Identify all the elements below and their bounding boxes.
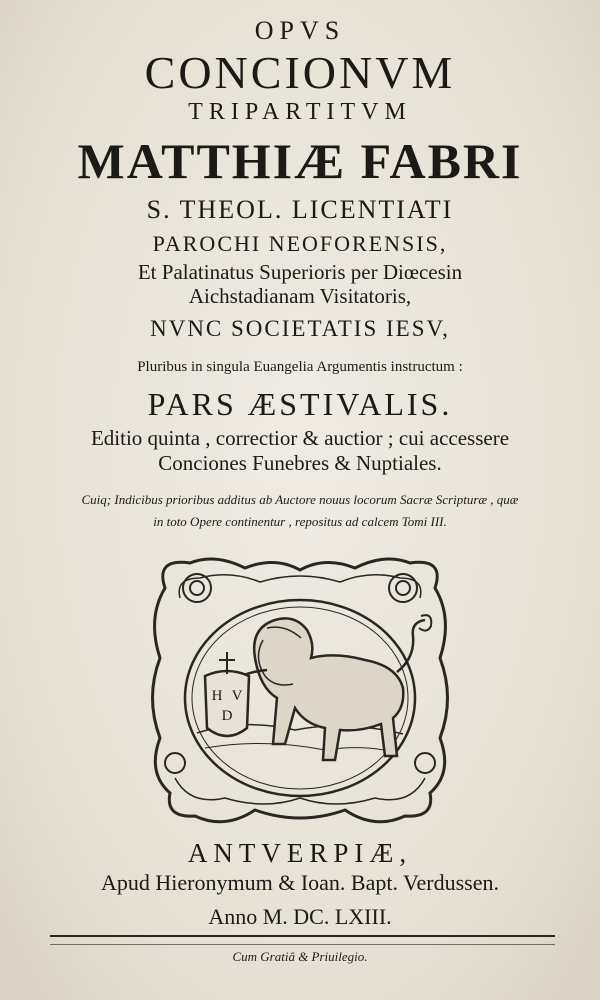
- society-line: NVNC SOCIETATIS IESV,: [150, 316, 450, 341]
- author-name: MATTHIÆ FABRI: [77, 133, 523, 189]
- index-note-line-2: in toto Opere continentur , repositus ad calcem Tomi III.: [153, 514, 447, 529]
- printers-device-lion-woodcut: [135, 548, 465, 830]
- author-degree: S. THEOL. LICENTIATI: [146, 195, 454, 224]
- part-title: PARS ÆSTIVALIS.: [147, 386, 453, 422]
- imprint-year: Anno M. DC. LXIII.: [208, 904, 392, 929]
- shield-letter: V: [231, 688, 243, 704]
- lion: [254, 618, 403, 760]
- shield-letter: H: [211, 688, 223, 704]
- edition-line-1: Editio quinta , correctior & auctior ; cui accessere: [90, 426, 510, 450]
- privilege-line: Cum Gratiâ & Priuilegio.: [232, 949, 368, 964]
- shield-letter: D: [221, 708, 233, 724]
- title-line-tripartitum: TRIPARTITVM: [188, 99, 412, 125]
- imprint-printers: Apud Hieronymum & Ioan. Bapt. Verdussen.: [101, 870, 499, 895]
- title-line-concionum: CONCIONVM: [144, 47, 456, 98]
- imprint-city: ANTVERPIÆ,: [187, 838, 413, 868]
- edition-line-2: Conciones Funebres & Nuptiales.: [158, 451, 442, 475]
- author-office-line-1: Et Palatinatus Superioris per Diœcesin: [137, 260, 463, 284]
- argument-line: Pluribus in singula Euangelia Argumentis instructum :: [137, 359, 463, 375]
- divider-rule-thin: [50, 944, 555, 945]
- index-note-line-1: Cuiq; Indicibus prioribus additus ab Auctore nouus locorum Sacræ Scripturæ , quæ: [81, 492, 519, 507]
- divider-rule: [50, 935, 555, 937]
- author-office-line-2: Aichstadianam Visitatoris,: [188, 284, 412, 308]
- title-line-opus: OPVS: [254, 16, 346, 45]
- author-parish: PAROCHI NEOFORENSIS,: [152, 231, 448, 256]
